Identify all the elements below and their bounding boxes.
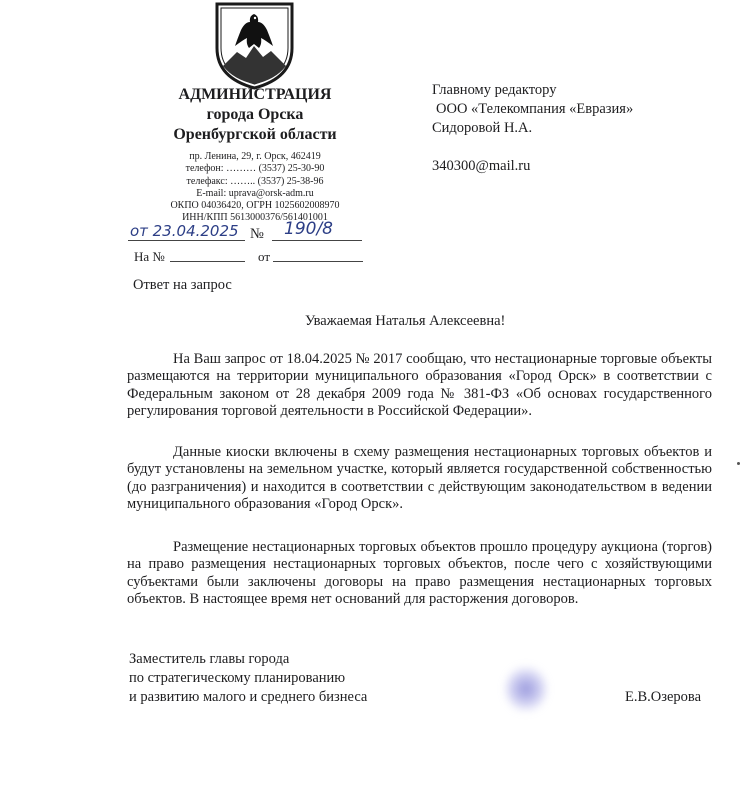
recipient-name: Сидоровой Н.А.: [432, 120, 533, 136]
sender-address: пр. Ленина, 29, г. Орск, 462419: [189, 151, 321, 162]
coat-of-arms-icon: [213, 0, 296, 90]
reg-number-line: [272, 240, 362, 241]
body-paragraph-2: Данные киоски включены в схему размещения нестационарных торговых объектов и будут установлены на земельном участке, который является государственной собственностью (до разграничения) и находится в соответствии с действующим законодательством в ведении муниципального образования «Город Орск».: [127, 444, 712, 512]
reg-date-line: [128, 240, 245, 241]
letter-subject: Ответ на запрос: [133, 277, 232, 293]
reg-number-label: №: [250, 226, 264, 242]
letter-salutation: Уважаемая Наталья Алексеевна!: [305, 313, 506, 329]
signer-position-line3: и развитию малого и среднего бизнеса: [129, 689, 368, 705]
ref-from-label: от: [258, 249, 271, 264]
reg-number-handwritten: 190/8: [284, 219, 333, 239]
ref-number-line: [170, 261, 245, 262]
sender-inn: ИНН/КПП 5613000376/561401001: [182, 212, 328, 223]
signer-position-line1: Заместитель главы города: [129, 651, 290, 667]
reg-date-handwritten: от 23.04.2025: [130, 222, 239, 240]
sender-fax: телефакс: …….. (3537) 25-38-96: [186, 176, 324, 187]
body-paragraph-3: Размещение нестационарных торговых объектов прошло процедуру аукциона (торгов) на право размещения нестационарных торговых объектов, после чего с хозяйствующими субъектами были заключены договоры на право размещения нестационарных торговых объектов. В настоящее время нет оснований для расторжения договоров.: [127, 539, 712, 607]
sender-city: города Орска: [206, 106, 304, 123]
redacted-signature: [505, 665, 547, 713]
ref-from-line: [273, 261, 363, 262]
sender-okpo: ОКПО 04036420, ОГРН 1025602008970: [170, 200, 340, 211]
sender-phone: телефон: ……… (3537) 25-30-90: [185, 163, 325, 174]
recipient-email: 340300@mail.ru: [432, 158, 531, 174]
body-paragraph-1: На Ваш запрос от 18.04.2025 № 2017 сообщаю, что нестационарные торговые объекты размещаются на территории муниципального образования «Город Орск» в соответствии с Федеральным законом от 28 декабря 2009 года № 381-ФЗ «Об основах государственного регулирования торговой деятельности в Российской Федерации».: [127, 351, 712, 419]
signer-position-line2: по стратегическому планированию: [129, 670, 346, 686]
ref-number-label: На №: [134, 249, 165, 264]
sender-email: E-mail: uprava@orsk-adm.ru: [196, 188, 314, 199]
recipient-company: ООО «Телекомпания «Евразия»: [436, 101, 634, 117]
sender-title: АДМИНИСТРАЦИЯ: [178, 86, 332, 103]
signer-name: Е.В.Озерова: [625, 689, 702, 705]
sender-region: Оренбургской области: [173, 126, 337, 143]
recipient-position: Главному редактору: [432, 82, 557, 98]
scan-speck: [737, 462, 740, 465]
